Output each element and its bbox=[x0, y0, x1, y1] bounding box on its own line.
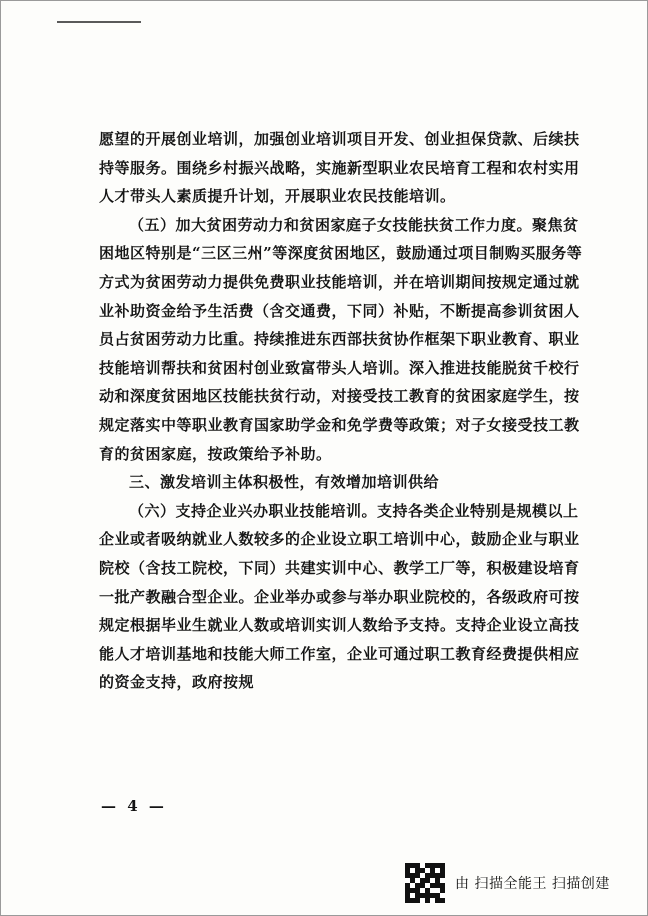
scanner-watermark bbox=[405, 863, 610, 903]
top-rule bbox=[57, 21, 141, 23]
paragraph-item-5: （五）加大贫困劳动力和贫困家庭子女技能扶贫工作力度。聚焦贫困地区特别是“三区三州”等深度贫困地区，鼓励通过项目制购买服务等方式为贫困劳动力提供免费职业技能培训，并在培训期间按规定通过就业补助资金给予生活费（含交通费，下同）补贴，不断提高参训贫困人员占贫困劳动力比重。持续推进东西部扶贫协作框架下职业教育、职业技能培训帮扶和贫困村创业致富带头人培训。深入推进技能脱贫千校行动和深度贫困地区技能扶贫行动，对接受技工教育的贫困家庭学生，按规定落实中等职业教育国家助学金和免学费等政策；对子女接受技工教育的贫困家庭，按政策给予补助。 bbox=[99, 215, 583, 463]
paragraph-continuation: 愿望的开展创业培训，加强创业培训项目开发、创业担保贷款、后续扶持等服务。围绕乡村振兴战略，实施新型职业农民培育工程和农村实用人才带头人素质提升计划，开展职业农民技能培训。 bbox=[99, 130, 580, 206]
watermark-text: 由 扫描全能王 扫描创建 bbox=[455, 876, 610, 892]
page-number: — 4 — bbox=[101, 797, 167, 815]
section-heading-3: 三、激发培训主体积极性，有效增加培训供给 bbox=[129, 473, 440, 492]
paragraph-item-6: （六）支持企业兴办职业技能培训。支持各类企业特别是规模以上企业或者吸纳就业人数较多的企业设立职工培训中心，鼓励企业与职业院校（含技工院校，下同）共建实训中心、教学工厂等，积极建设培育一批产教融合型企业。企业举办或参与举办职业院校的，各级政府可按规定根据毕业生就业人数或培训实训人数给予支持。支持企业设立高技能人才培训基地和技能大师工作室，企业可通过职工教育经费提供相应的资金支持，政府按规 bbox=[99, 501, 580, 692]
document-body bbox=[99, 125, 585, 697]
qr-code-icon bbox=[405, 863, 445, 903]
